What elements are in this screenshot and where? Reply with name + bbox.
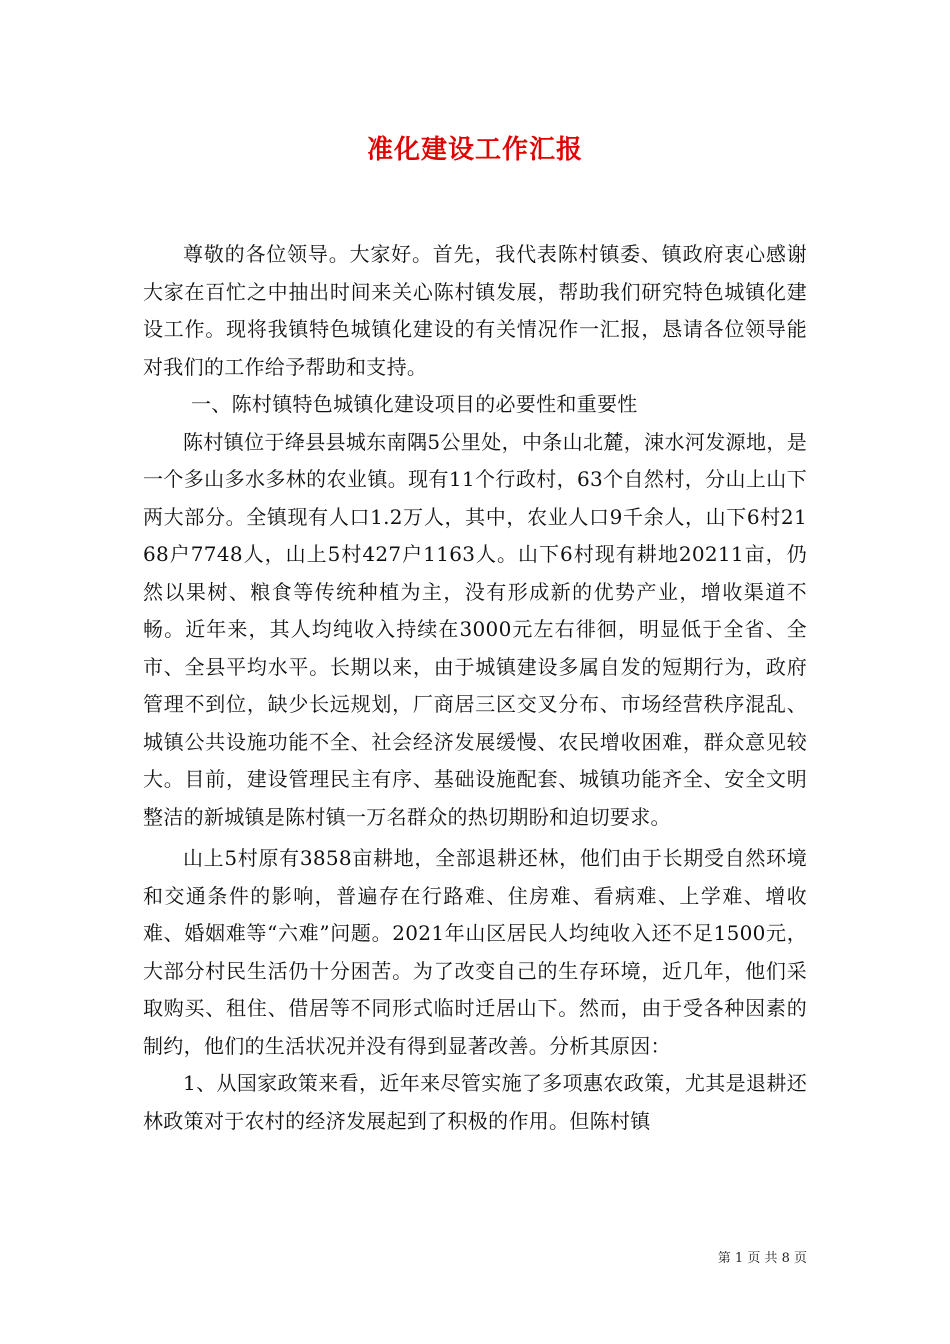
document-body — [143, 236, 807, 1140]
paragraph-town-overview: 陈村镇位于绛县县城东南隅5公里处，中条山北麓，涑水河发源地，是一个多山多水多林的农业镇。现有11个行政村，63个自然村，分山上山下两大部分。全镇现有人口1.2万人，其中，农业人口9千余人，山下6村2168户7748人，山上5村427户1163人。山下6村现有耕地20211亩，仍然以果树、粮食等传统种植为主，没有形成新的优势产业，增收渠道不畅。近年来，其人均纯收入持续在3000元左右徘徊，明显低于全省、全市、全县平均水平。长期以来，由于城镇建设多属自发的短期行为，政府管理不到位，缺少长远规划，厂商居三区交叉分布、市场经营秩序混乱、城镇公共设施功能不全、社会经济发展缓慢、农民增收困难，群众意见较大。目前，建设管理民主有序、基础设施配套、城镇功能齐全、安全文明整洁的新城镇是陈村镇一万名群众的热切期盼和迫切要求。 — [143, 429, 807, 829]
document-title: 准化建设工作汇报 — [366, 135, 583, 165]
page-number: 第 1 页 共 8 页 — [717, 1251, 807, 1266]
paragraph-policy-analysis: 1、从国家政策来看，近年来尽管实施了多项惠农政策，尤其是退耕还林政策对于农村的经济发展起到了积极的作用。但陈村镇 — [143, 1071, 807, 1133]
paragraph-mountain-villages: 山上5村原有3858亩耕地，全部退耕还林，他们由于长期受自然环境和交通条件的影响，普遍存在行路难、住房难、看病难、上学难、增收难、婚姻难等“六难”问题。2021年山区居民人均纯收入还不足1500元，大部分村民生活仍十分困苦。为了改变自己的生存环境，近几年，他们采取购买、租住、借居等不同形式临时迁居山下。然而，由于受各种因素的制约，他们的生活状况并没有得到显著改善。分析其原因： — [143, 846, 807, 1058]
paragraph-greeting: 尊敬的各位领导。大家好。首先，我代表陈村镇委、镇政府衷心感谢大家在百忙之中抽出时间来关心陈村镇发展，帮助我们研究特色城镇化建设工作。现将我镇特色城镇化建设的有关情况作一汇报，恳请各位领导能对我们的工作给予帮助和支持。 — [143, 242, 807, 379]
section-heading: 一、陈村镇特色城镇化建设项目的必要性和重要性 — [191, 392, 638, 416]
